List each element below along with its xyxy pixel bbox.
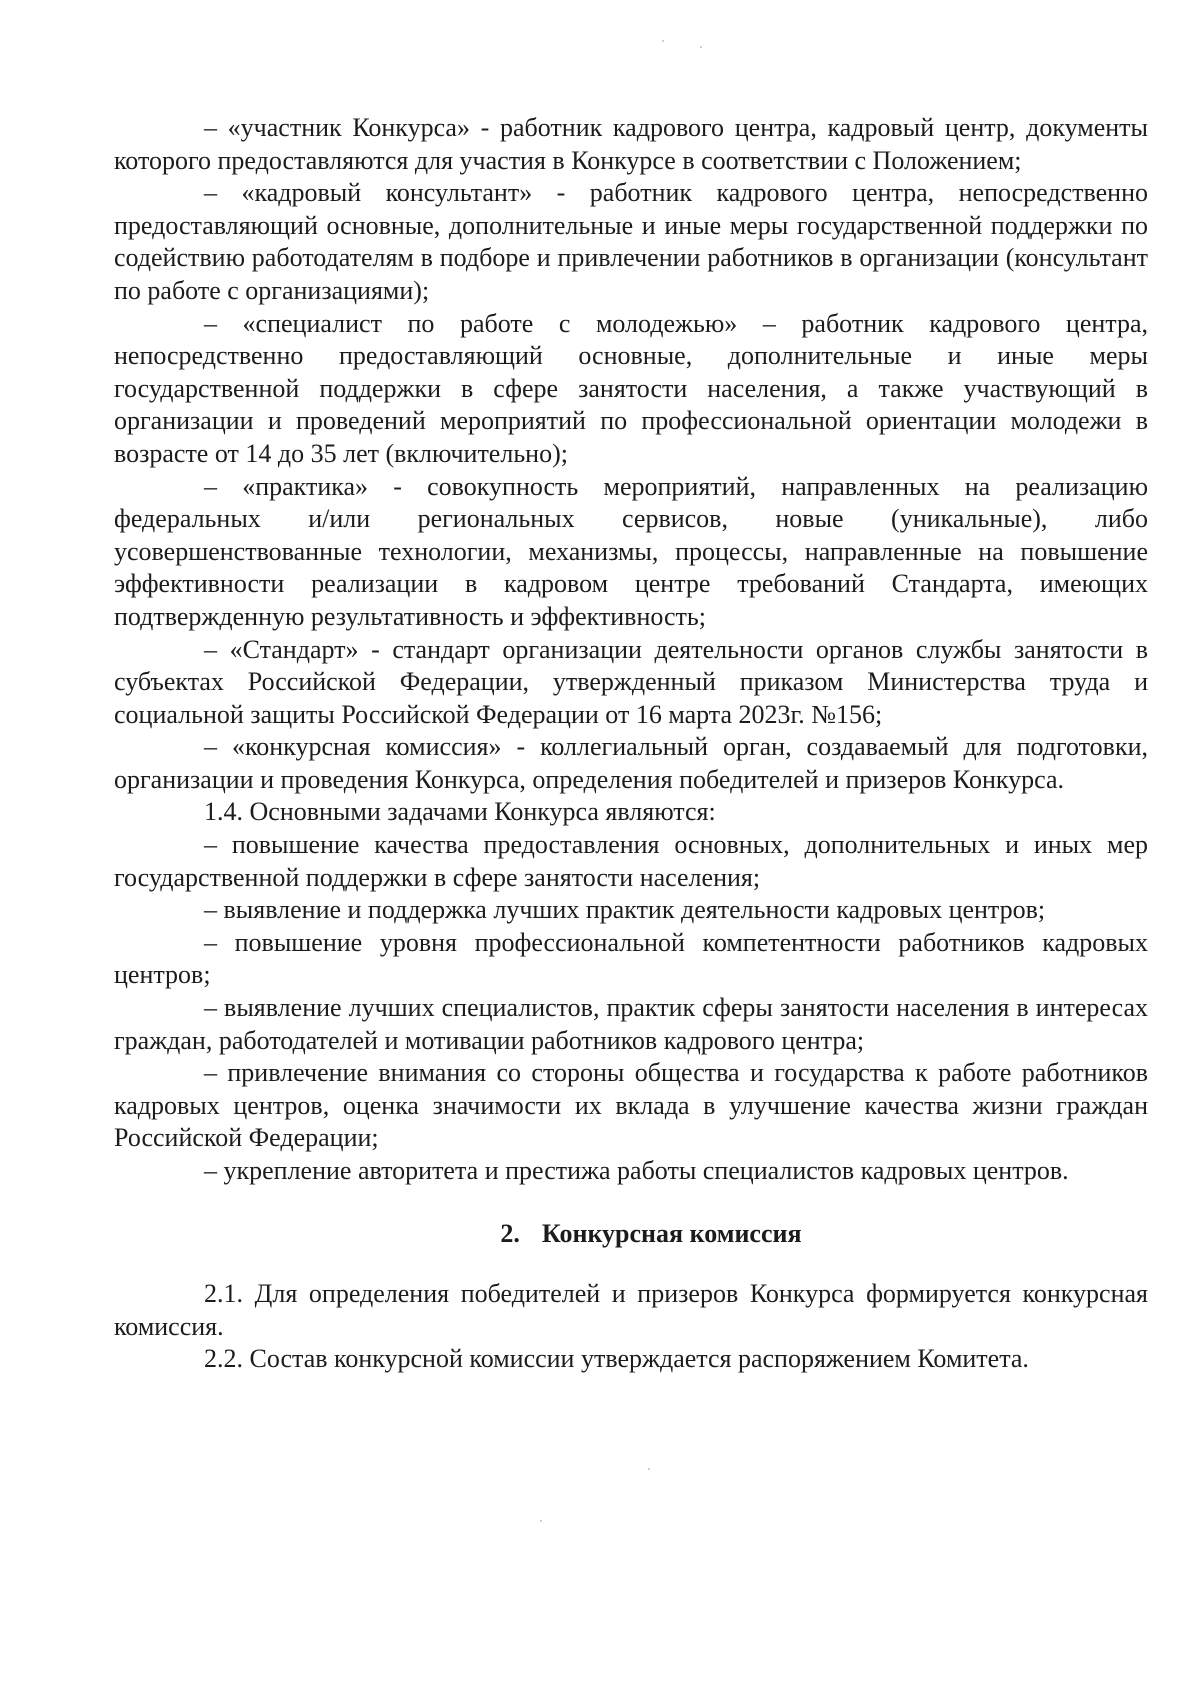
task-attention: – привлечение внимания со стороны общества и государства к работе работников кадровых центров, оценка значимости их вклада в улучшение качества жизни граждан Российской Федерации; <box>114 1058 1148 1153</box>
task-prestige: – укрепление авторитета и престижа работы специалистов кадровых центров. <box>204 1156 1069 1185</box>
task-best-practices: – выявление и поддержка лучших практик деятельности кадровых центров; <box>204 895 1046 925</box>
definition-youth-specialist: – «специалист по работе с молодежью» – работник кадрового центра, непосредственно предоставляющий основные, дополнительные и иные меры государственной поддержки в сфере занятости населения, а также участвующий в организации и проведений мероприятий по профессиональной ориентации молодежи в возрасте от 14 до 35 лет (включительно); <box>114 308 1148 468</box>
scan-speck <box>700 46 702 48</box>
definition-standard: – «Стандарт» - стандарт организации деятельности органов службы занятости в субъектах Российской Федерации, утвержденный приказом Министерства труда и социальной защиты Российской Федерации от 16 марта 2023г. №156; <box>114 634 1148 729</box>
task-quality: – повышение качества предоставления основных, дополнительных и иных мер государственной поддержки в сфере занятости населения; <box>114 830 1148 892</box>
clause-2-2: 2.2. Состав конкурсной комиссии утверждается распоряжением Комитета. <box>204 1344 1029 1374</box>
section-title: Конкурсная комиссия <box>541 1218 802 1248</box>
section-number: 2. <box>500 1218 520 1248</box>
clause-1-4: 1.4. Основными задачами Конкурса являются: <box>204 797 716 827</box>
definition-participant: – «участник Конкурса» - работник кадрового центра, кадровый центр, документы которого предоставляются для участия в Конкурсе в соответствии с Положением; <box>114 113 1148 175</box>
definition-hr-consultant: – «кадровый консультант» - работник кадрового центра, непосредственно предоставляющий основные, дополнительные и иные меры государственной поддержки по содействию работодателям в подборе и привлечении работников в организации (консультант по работе с организациями); <box>114 178 1148 305</box>
scan-speck <box>540 1520 542 1522</box>
scan-speck <box>648 1468 650 1470</box>
section-heading <box>114 1218 1148 1251</box>
definition-commission: – «конкурсная комиссия» - коллегиальный орган, создаваемый для подготовки, организации и проведения Конкурса, определения победителей и призеров Конкурса. <box>114 732 1148 794</box>
definition-practice: – «практика» - совокупность мероприятий, направленных на реализацию федеральных и/или региональных сервисов, новые (уникальные), либо усовершенствованные технологии, механизмы, процессы, направленные на повышение эффективности реализации в кадровом центре требований Стандарта, имеющих подтвержденную результативность и эффективность; <box>114 471 1148 631</box>
clause-2-1: 2.1. Для определения победителей и призеров Конкурса формируется конкурсная комиссия. <box>114 1279 1148 1341</box>
task-competence: – повышение уровня профессиональной компетентности работников кадровых центров; <box>114 927 1148 990</box>
document-body <box>114 112 1148 1376</box>
scan-speck <box>662 40 664 42</box>
task-best-specialists: – выявление лучших специалистов, практик сферы занятости населения в интересах граждан, работодателей и мотивации работников кадрового центра; <box>114 993 1148 1055</box>
